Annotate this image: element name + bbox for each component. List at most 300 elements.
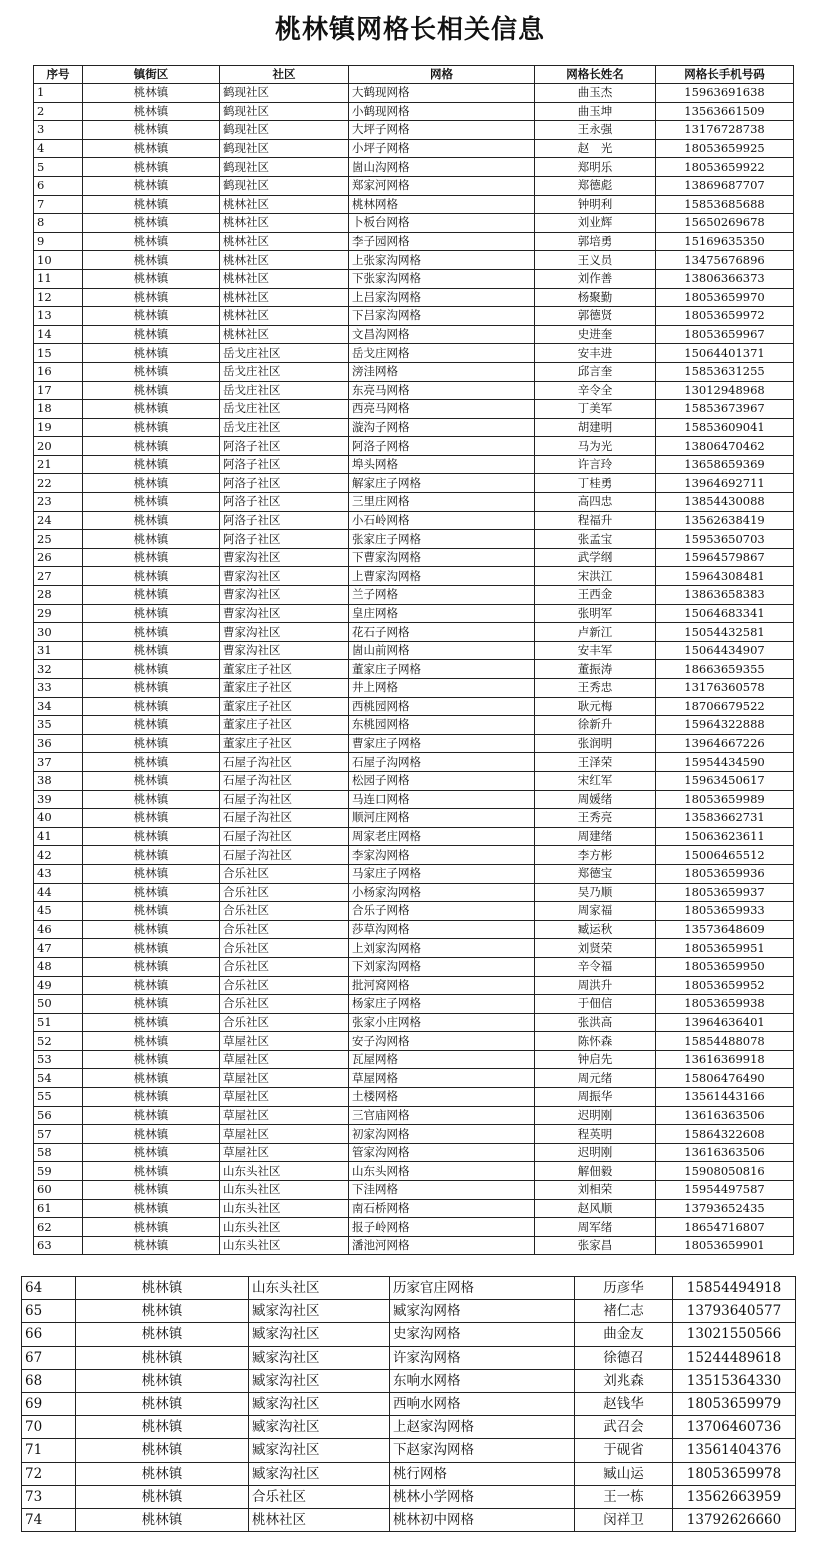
cell-index: 41	[34, 827, 83, 846]
cell-leader-name: 周军绪	[535, 1218, 656, 1237]
cell-leader-name: 于佃信	[535, 995, 656, 1014]
cell-grid: 崮山沟网格	[349, 158, 535, 177]
cell-community: 董家庄子社区	[220, 697, 349, 716]
cell-community: 岳戈庄社区	[220, 381, 349, 400]
table-row	[34, 902, 794, 921]
cell-grid: 周家老庄网格	[349, 827, 535, 846]
grid-leader-table-continued	[21, 1276, 796, 1532]
cell-leader-name: 卢新江	[535, 623, 656, 642]
cell-leader-name: 吴乃顺	[535, 883, 656, 902]
cell-town: 桃林镇	[83, 771, 220, 790]
cell-index: 52	[34, 1032, 83, 1051]
cell-grid: 东亮马网格	[349, 381, 535, 400]
cell-grid: 上吕家沟网格	[349, 288, 535, 307]
table-row	[34, 1013, 794, 1032]
cell-town: 桃林镇	[76, 1392, 249, 1415]
cell-grid: 小鹤现网格	[349, 102, 535, 121]
cell-leader-name: 武召会	[575, 1416, 673, 1439]
cell-community: 山东头社区	[220, 1218, 349, 1237]
cell-leader-name: 高四忠	[535, 493, 656, 512]
cell-leader-phone: 15964308481	[656, 567, 794, 586]
cell-grid: 臧家沟网格	[390, 1300, 575, 1323]
cell-leader-phone: 13616363506	[656, 1143, 794, 1162]
cell-leader-name: 周元绪	[535, 1069, 656, 1088]
table-row	[34, 1162, 794, 1181]
cell-leader-name: 马为光	[535, 437, 656, 456]
cell-community: 岳戈庄社区	[220, 344, 349, 363]
cell-town: 桃林镇	[83, 641, 220, 660]
cell-leader-phone: 15864322608	[656, 1125, 794, 1144]
cell-town: 桃林镇	[83, 1050, 220, 1069]
cell-community: 曹家沟社区	[220, 604, 349, 623]
cell-leader-name: 钟明利	[535, 195, 656, 214]
cell-leader-phone: 15853673967	[656, 400, 794, 419]
grid-leader-table	[33, 65, 794, 1255]
cell-community: 草屋社区	[220, 1050, 349, 1069]
cell-town: 桃林镇	[83, 586, 220, 605]
cell-leader-phone: 13583662731	[656, 809, 794, 828]
cell-grid: 上刘家沟网格	[349, 939, 535, 958]
cell-index: 16	[34, 362, 83, 381]
cell-grid: 下刘家沟网格	[349, 957, 535, 976]
cell-leader-name: 王秀亮	[535, 809, 656, 828]
table-row	[34, 1106, 794, 1125]
cell-leader-name: 王义员	[535, 251, 656, 270]
table-row	[34, 920, 794, 939]
table-row	[34, 1218, 794, 1237]
cell-leader-phone: 13515364330	[673, 1369, 796, 1392]
cell-community: 桃林社区	[249, 1508, 390, 1531]
cell-town: 桃林镇	[83, 1236, 220, 1255]
table-row	[22, 1277, 796, 1300]
cell-town: 桃林镇	[83, 1088, 220, 1107]
cell-grid: 张家庄子网格	[349, 530, 535, 549]
cell-leader-phone: 18053659922	[656, 158, 794, 177]
cell-community: 合乐社区	[220, 939, 349, 958]
cell-grid: 批河窝网格	[349, 976, 535, 995]
cell-leader-name: 刘贤荣	[535, 939, 656, 958]
page-break	[0, 1268, 820, 1274]
cell-town: 桃林镇	[83, 232, 220, 251]
cell-leader-name: 周洪升	[535, 976, 656, 995]
cell-town: 桃林镇	[76, 1508, 249, 1531]
cell-leader-name: 曲金友	[575, 1323, 673, 1346]
cell-leader-name: 臧运秋	[535, 920, 656, 939]
cell-leader-phone: 13964636401	[656, 1013, 794, 1032]
table-row	[34, 121, 794, 140]
cell-town: 桃林镇	[83, 976, 220, 995]
cell-leader-name: 郑德宝	[535, 864, 656, 883]
cell-town: 桃林镇	[76, 1462, 249, 1485]
cell-community: 阿洛子社区	[220, 511, 349, 530]
cell-index: 20	[34, 437, 83, 456]
cell-community: 董家庄子社区	[220, 660, 349, 679]
table-row	[34, 957, 794, 976]
cell-index: 1	[34, 84, 83, 103]
cell-leader-name: 褚仁志	[575, 1300, 673, 1323]
cell-town: 桃林镇	[83, 1106, 220, 1125]
cell-town: 桃林镇	[83, 176, 220, 195]
table-row	[34, 567, 794, 586]
cell-grid: 马家庄子网格	[349, 864, 535, 883]
table-row	[34, 455, 794, 474]
cell-grid: 滂洼网格	[349, 362, 535, 381]
cell-leader-phone: 18053659952	[656, 976, 794, 995]
cell-community: 曹家沟社区	[220, 586, 349, 605]
cell-community: 臧家沟社区	[249, 1439, 390, 1462]
cell-leader-phone: 18053659951	[656, 939, 794, 958]
cell-index: 18	[34, 400, 83, 419]
cell-leader-name: 解佃毅	[535, 1162, 656, 1181]
cell-leader-phone: 15964579867	[656, 548, 794, 567]
cell-community: 董家庄子社区	[220, 679, 349, 698]
cell-leader-name: 程英明	[535, 1125, 656, 1144]
table-row	[22, 1346, 796, 1369]
cell-town: 桃林镇	[83, 362, 220, 381]
cell-grid: 张家小庄网格	[349, 1013, 535, 1032]
cell-grid: 桃林网格	[349, 195, 535, 214]
cell-town: 桃林镇	[83, 307, 220, 326]
header-leader-phone: 网格长手机号码	[656, 66, 794, 84]
cell-leader-name: 张润明	[535, 734, 656, 753]
cell-leader-phone: 13176360578	[656, 679, 794, 698]
cell-index: 9	[34, 232, 83, 251]
cell-community: 臧家沟社区	[249, 1346, 390, 1369]
cell-leader-name: 王一栋	[575, 1485, 673, 1508]
cell-leader-phone: 15063623611	[656, 827, 794, 846]
table-row	[34, 939, 794, 958]
cell-grid: 埠头网格	[349, 455, 535, 474]
cell-leader-name: 赵钱华	[575, 1392, 673, 1415]
cell-town: 桃林镇	[83, 809, 220, 828]
cell-community: 鹤现社区	[220, 158, 349, 177]
cell-index: 48	[34, 957, 83, 976]
cell-leader-phone: 18053659967	[656, 325, 794, 344]
cell-index: 10	[34, 251, 83, 270]
cell-town: 桃林镇	[83, 418, 220, 437]
table-row	[34, 1069, 794, 1088]
cell-leader-phone: 13869687707	[656, 176, 794, 195]
cell-index: 4	[34, 139, 83, 158]
cell-leader-phone: 15954434590	[656, 753, 794, 772]
cell-grid: 郑家河网格	[349, 176, 535, 195]
cell-leader-name: 耿元梅	[535, 697, 656, 716]
table-row	[22, 1369, 796, 1392]
cell-town: 桃林镇	[83, 400, 220, 419]
cell-community: 阿洛子社区	[220, 474, 349, 493]
cell-grid: 上赵家沟网格	[390, 1416, 575, 1439]
cell-index: 53	[34, 1050, 83, 1069]
table-row	[34, 1050, 794, 1069]
cell-grid: 小石岭网格	[349, 511, 535, 530]
table-row	[34, 641, 794, 660]
table-row	[34, 679, 794, 698]
cell-town: 桃林镇	[76, 1277, 249, 1300]
cell-index: 29	[34, 604, 83, 623]
cell-grid: 西响水网格	[390, 1392, 575, 1415]
cell-leader-name: 辛令全	[535, 381, 656, 400]
cell-town: 桃林镇	[83, 1069, 220, 1088]
cell-community: 合乐社区	[220, 995, 349, 1014]
cell-town: 桃林镇	[76, 1439, 249, 1462]
cell-index: 47	[34, 939, 83, 958]
cell-leader-phone: 15853631255	[656, 362, 794, 381]
cell-town: 桃林镇	[76, 1369, 249, 1392]
cell-community: 草屋社区	[220, 1069, 349, 1088]
header-town: 镇街区	[83, 66, 220, 84]
cell-leader-name: 程福升	[535, 511, 656, 530]
cell-grid: 小杨家沟网格	[349, 883, 535, 902]
cell-town: 桃林镇	[83, 846, 220, 865]
cell-index: 15	[34, 344, 83, 363]
cell-leader-phone: 13561404376	[673, 1439, 796, 1462]
cell-index: 66	[22, 1323, 76, 1346]
cell-leader-phone: 18654716807	[656, 1218, 794, 1237]
cell-leader-phone: 13012948968	[656, 381, 794, 400]
table-row	[22, 1300, 796, 1323]
cell-leader-name: 王秀忠	[535, 679, 656, 698]
cell-community: 合乐社区	[220, 976, 349, 995]
cell-town: 桃林镇	[83, 325, 220, 344]
cell-grid: 下张家沟网格	[349, 269, 535, 288]
cell-leader-name: 丁美军	[535, 400, 656, 419]
table-row	[34, 418, 794, 437]
cell-leader-name: 辛令福	[535, 957, 656, 976]
cell-town: 桃林镇	[83, 102, 220, 121]
cell-index: 28	[34, 586, 83, 605]
cell-town: 桃林镇	[83, 864, 220, 883]
cell-community: 鹤现社区	[220, 121, 349, 140]
cell-grid: 桃林小学网格	[390, 1485, 575, 1508]
cell-leader-phone: 15064401371	[656, 344, 794, 363]
cell-community: 鹤现社区	[220, 176, 349, 195]
cell-leader-name: 刘作善	[535, 269, 656, 288]
cell-grid: 董家庄子网格	[349, 660, 535, 679]
cell-leader-name: 徐新升	[535, 716, 656, 735]
cell-index: 45	[34, 902, 83, 921]
cell-leader-name: 臧山运	[575, 1462, 673, 1485]
cell-leader-name: 刘兆森	[575, 1369, 673, 1392]
cell-grid: 安子沟网格	[349, 1032, 535, 1051]
table-row	[34, 771, 794, 790]
table-row	[34, 809, 794, 828]
cell-leader-name: 杨聚勤	[535, 288, 656, 307]
cell-town: 桃林镇	[83, 567, 220, 586]
table-row	[34, 1088, 794, 1107]
table-row	[34, 84, 794, 103]
table-row	[22, 1323, 796, 1346]
cell-index: 26	[34, 548, 83, 567]
cell-town: 桃林镇	[83, 697, 220, 716]
cell-leader-name: 历彦华	[575, 1277, 673, 1300]
table-row	[34, 734, 794, 753]
cell-leader-name: 张家昌	[535, 1236, 656, 1255]
cell-community: 山东头社区	[220, 1199, 349, 1218]
table-row	[34, 214, 794, 233]
cell-leader-phone: 15169635350	[656, 232, 794, 251]
cell-grid: 兰子网格	[349, 586, 535, 605]
cell-community: 石屋子沟社区	[220, 753, 349, 772]
cell-leader-phone: 15854494918	[673, 1277, 796, 1300]
table-row	[34, 288, 794, 307]
cell-leader-phone: 15244489618	[673, 1346, 796, 1369]
cell-community: 桃林社区	[220, 325, 349, 344]
table-row	[34, 660, 794, 679]
cell-leader-name: 武学纲	[535, 548, 656, 567]
cell-community: 鹤现社区	[220, 84, 349, 103]
table-row	[22, 1508, 796, 1531]
cell-town: 桃林镇	[83, 957, 220, 976]
header-grid: 网格	[349, 66, 535, 84]
cell-grid: 大坪子网格	[349, 121, 535, 140]
cell-grid: 合乐子网格	[349, 902, 535, 921]
cell-leader-phone: 18053659938	[656, 995, 794, 1014]
cell-community: 桃林社区	[220, 214, 349, 233]
header-community: 社区	[220, 66, 349, 84]
cell-leader-phone: 13658659369	[656, 455, 794, 474]
cell-grid: 上张家沟网格	[349, 251, 535, 270]
cell-grid: 潘池河网格	[349, 1236, 535, 1255]
cell-leader-phone: 13806470462	[656, 437, 794, 456]
cell-grid: 李家沟网格	[349, 846, 535, 865]
cell-grid: 下赵家沟网格	[390, 1439, 575, 1462]
cell-leader-phone: 15964322888	[656, 716, 794, 735]
cell-community: 桃林社区	[220, 195, 349, 214]
cell-community: 草屋社区	[220, 1106, 349, 1125]
cell-grid: 西桃园网格	[349, 697, 535, 716]
cell-leader-name: 史进奎	[535, 325, 656, 344]
cell-leader-name: 刘业辉	[535, 214, 656, 233]
cell-community: 桃林社区	[220, 251, 349, 270]
cell-leader-phone: 15054432581	[656, 623, 794, 642]
table-row	[34, 586, 794, 605]
cell-leader-name: 张洪高	[535, 1013, 656, 1032]
table-row	[34, 604, 794, 623]
cell-town: 桃林镇	[83, 1125, 220, 1144]
cell-community: 臧家沟社区	[249, 1323, 390, 1346]
cell-leader-phone: 13964667226	[656, 734, 794, 753]
cell-leader-phone: 13021550566	[673, 1323, 796, 1346]
cell-index: 23	[34, 493, 83, 512]
cell-index: 8	[34, 214, 83, 233]
cell-index: 54	[34, 1069, 83, 1088]
cell-leader-phone: 13793652435	[656, 1199, 794, 1218]
table-row	[22, 1392, 796, 1415]
cell-community: 桃林社区	[220, 288, 349, 307]
cell-grid: 下吕家沟网格	[349, 307, 535, 326]
cell-index: 22	[34, 474, 83, 493]
cell-index: 55	[34, 1088, 83, 1107]
cell-town: 桃林镇	[83, 902, 220, 921]
cell-community: 曹家沟社区	[220, 623, 349, 642]
table-row	[34, 195, 794, 214]
cell-index: 51	[34, 1013, 83, 1032]
cell-leader-phone: 15953650703	[656, 530, 794, 549]
cell-grid: 卜板台网格	[349, 214, 535, 233]
cell-leader-phone: 13573648609	[656, 920, 794, 939]
cell-grid: 松园子网格	[349, 771, 535, 790]
table-row	[34, 474, 794, 493]
cell-index: 39	[34, 790, 83, 809]
table-row	[34, 1143, 794, 1162]
cell-leader-phone: 13806366373	[656, 269, 794, 288]
cell-index: 59	[34, 1162, 83, 1181]
table-row	[34, 827, 794, 846]
cell-community: 山东头社区	[220, 1181, 349, 1200]
cell-leader-name: 安丰军	[535, 641, 656, 660]
header-leader-name: 网格长姓名	[535, 66, 656, 84]
cell-leader-name: 胡建明	[535, 418, 656, 437]
table-row	[34, 530, 794, 549]
cell-index: 3	[34, 121, 83, 140]
cell-town: 桃林镇	[83, 753, 220, 772]
table-row	[34, 139, 794, 158]
table-row	[22, 1416, 796, 1439]
table-row	[22, 1462, 796, 1485]
cell-leader-phone: 13561443166	[656, 1088, 794, 1107]
cell-index: 24	[34, 511, 83, 530]
cell-grid: 马连口网格	[349, 790, 535, 809]
cell-town: 桃林镇	[83, 251, 220, 270]
table-row	[34, 307, 794, 326]
cell-community: 合乐社区	[220, 1013, 349, 1032]
cell-leader-name: 徐德召	[575, 1346, 673, 1369]
cell-leader-phone: 15963691638	[656, 84, 794, 103]
cell-grid: 井上网格	[349, 679, 535, 698]
cell-leader-name: 王泽荣	[535, 753, 656, 772]
cell-leader-name: 周家福	[535, 902, 656, 921]
cell-community: 山东头社区	[220, 1162, 349, 1181]
cell-community: 臧家沟社区	[249, 1300, 390, 1323]
cell-community: 合乐社区	[220, 883, 349, 902]
cell-community: 臧家沟社区	[249, 1392, 390, 1415]
cell-leader-phone: 15806476490	[656, 1069, 794, 1088]
cell-community: 臧家沟社区	[249, 1462, 390, 1485]
table-row	[34, 493, 794, 512]
cell-leader-phone: 13854430088	[656, 493, 794, 512]
cell-leader-phone: 15908050816	[656, 1162, 794, 1181]
cell-community: 草屋社区	[220, 1032, 349, 1051]
table-row	[34, 344, 794, 363]
cell-town: 桃林镇	[83, 679, 220, 698]
cell-index: 25	[34, 530, 83, 549]
table-row	[34, 400, 794, 419]
cell-grid: 上曹家沟网格	[349, 567, 535, 586]
cell-grid: 莎草沟网格	[349, 920, 535, 939]
cell-grid: 南石桥网格	[349, 1199, 535, 1218]
cell-index: 2	[34, 102, 83, 121]
cell-town: 桃林镇	[83, 827, 220, 846]
table-row	[34, 548, 794, 567]
table-row	[22, 1485, 796, 1508]
cell-index: 62	[34, 1218, 83, 1237]
cell-index: 43	[34, 864, 83, 883]
cell-grid: 下曹家沟网格	[349, 548, 535, 567]
cell-index: 69	[22, 1392, 76, 1415]
cell-leader-phone: 13964692711	[656, 474, 794, 493]
cell-town: 桃林镇	[83, 1199, 220, 1218]
cell-town: 桃林镇	[83, 548, 220, 567]
cell-leader-name: 于砚省	[575, 1439, 673, 1462]
cell-town: 桃林镇	[83, 1181, 220, 1200]
table-row	[34, 753, 794, 772]
cell-community: 阿洛子社区	[220, 493, 349, 512]
cell-leader-phone: 13616369918	[656, 1050, 794, 1069]
cell-grid: 三里庄网格	[349, 493, 535, 512]
cell-leader-name: 李方彬	[535, 846, 656, 865]
cell-community: 合乐社区	[220, 957, 349, 976]
cell-town: 桃林镇	[83, 623, 220, 642]
